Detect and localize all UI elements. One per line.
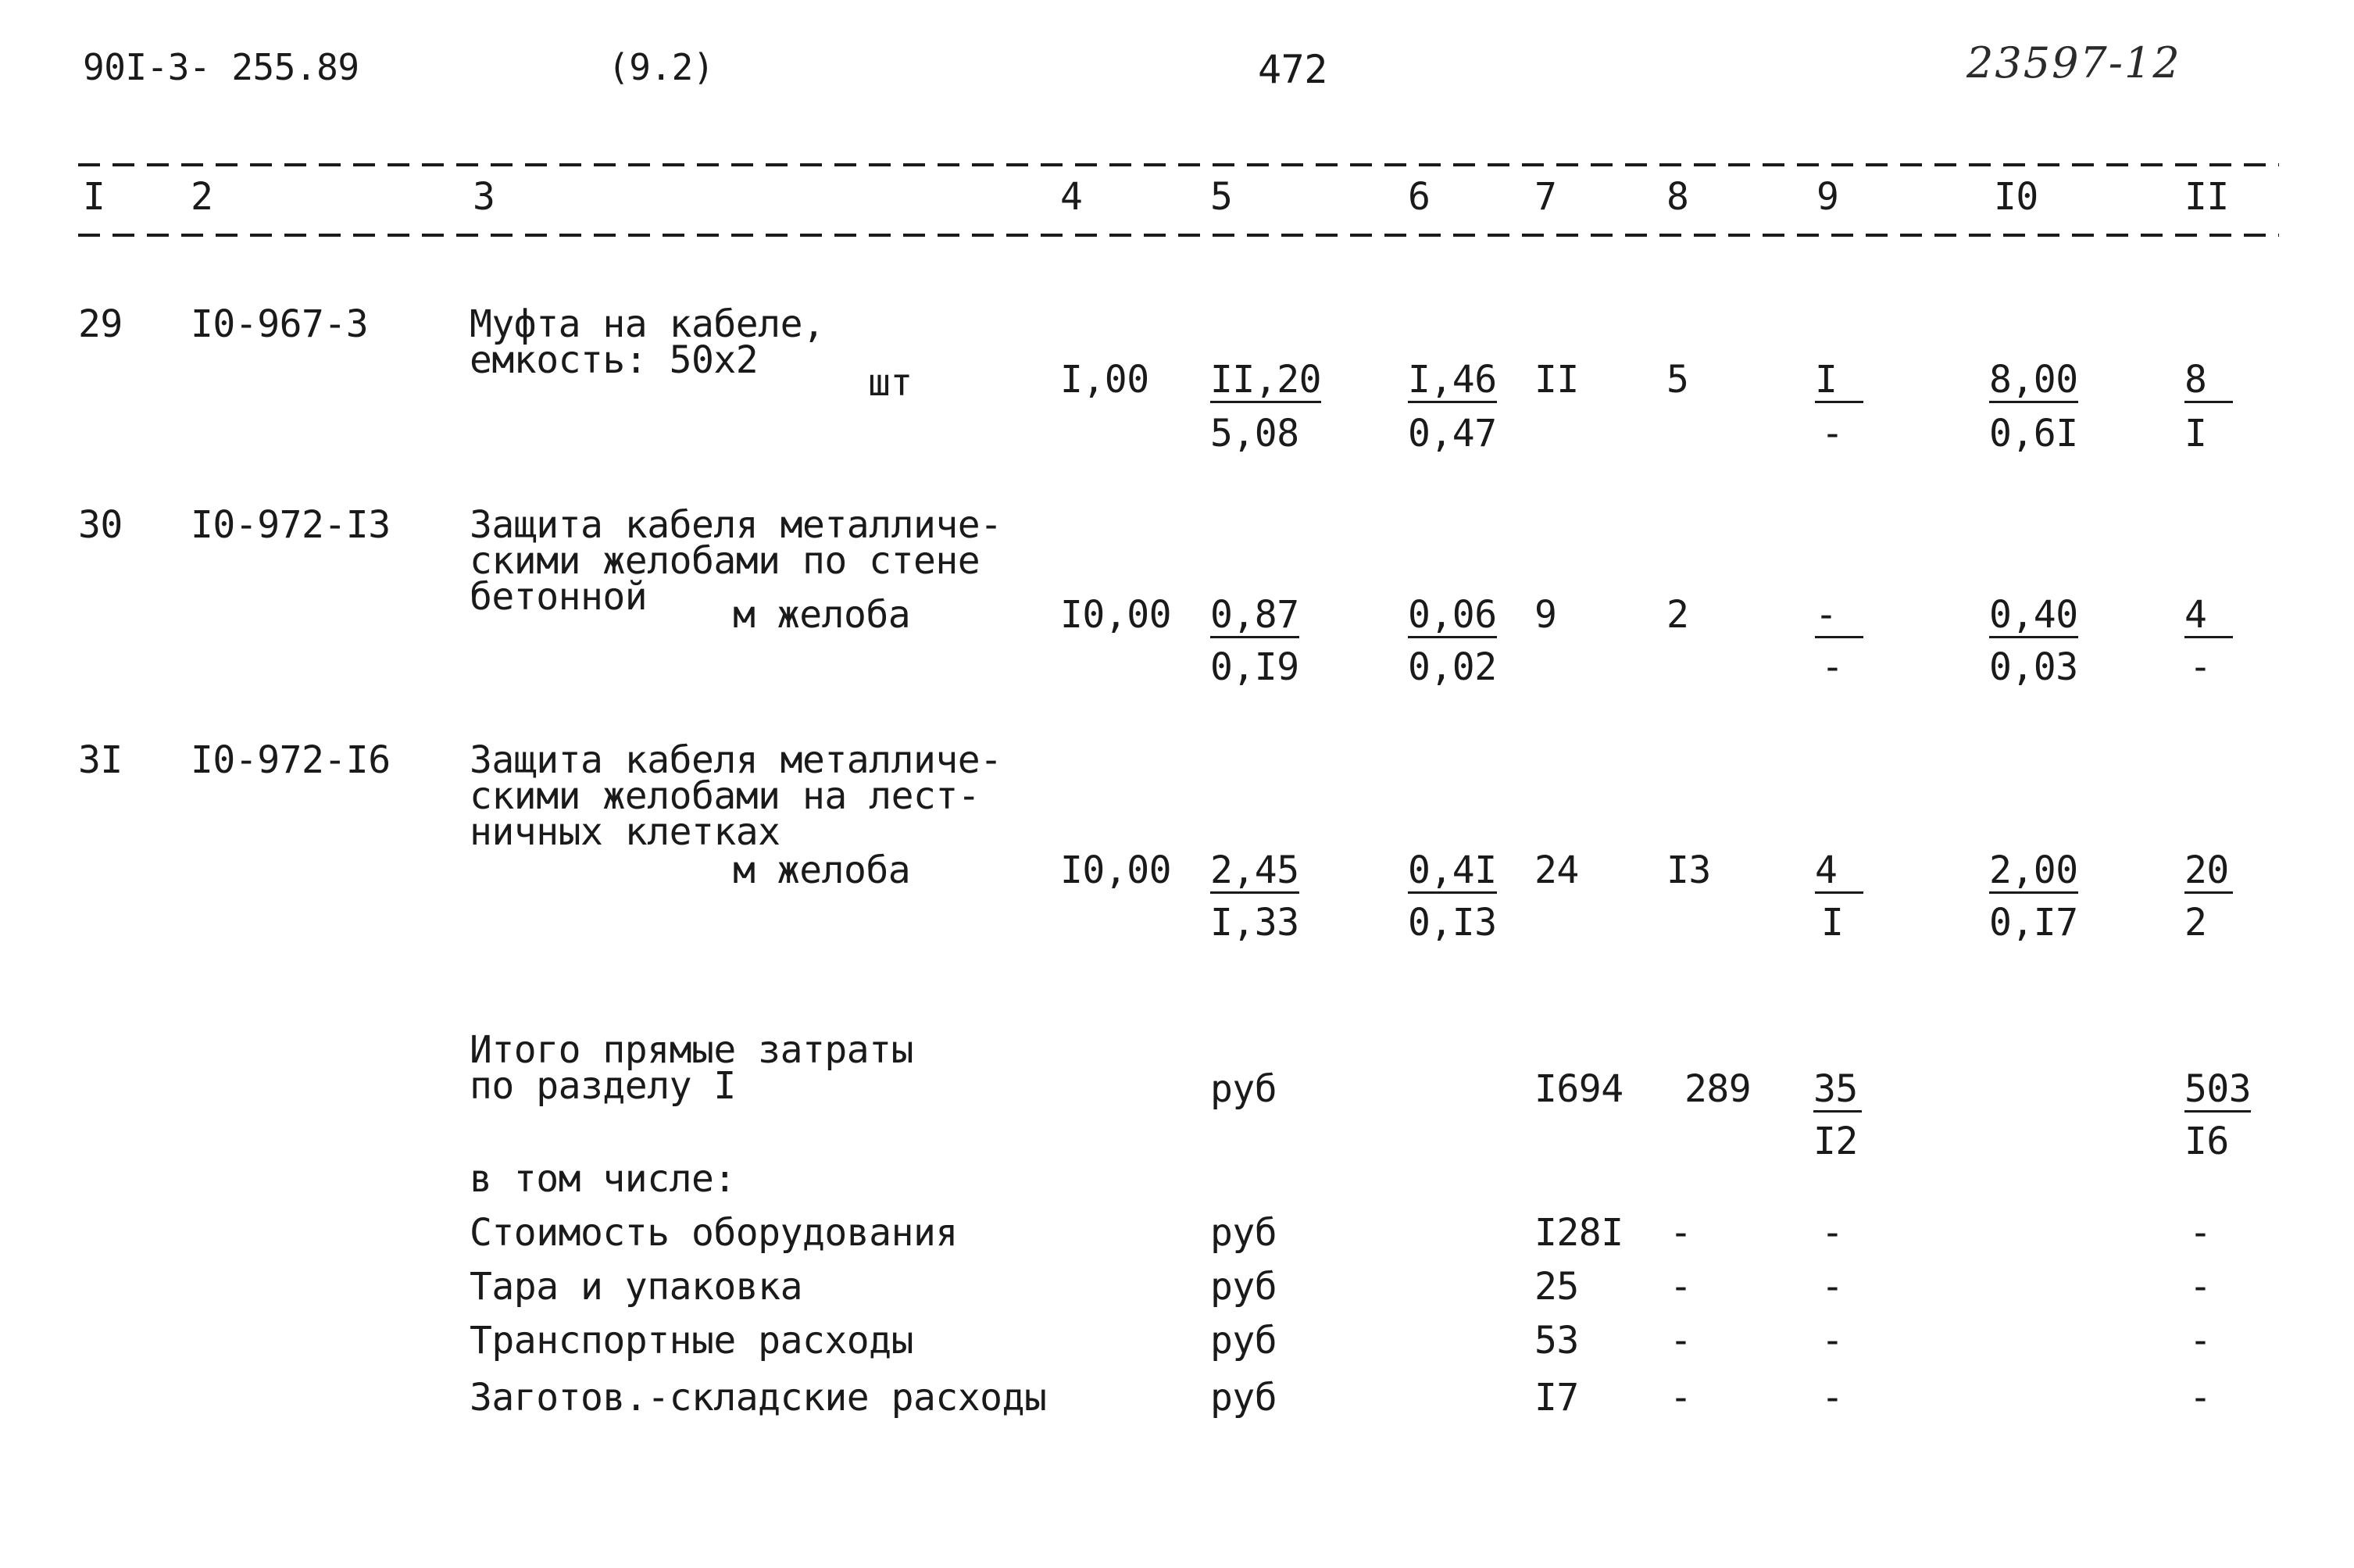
description-line: Защита кабеля металличе- [470,503,1002,547]
col5-bottom-value: 5,08 [1210,412,1299,455]
unit: руб [1210,1319,1277,1363]
col11-bottom-value: - [2189,645,2212,689]
col6-bottom-value: 0,47 [1408,412,1497,455]
col5-bottom-value: 0,I9 [1210,645,1299,689]
col11-value: - [2189,1376,2212,1420]
col8-value: - [1670,1376,1692,1420]
unit: м желоба [733,848,911,892]
column-header: 4 [1060,175,1083,219]
col11-value: - [2189,1319,2212,1363]
price-code: I0-967-3 [191,302,369,346]
column-header: 3 [473,175,495,219]
col6-top-value: 0,4I [1408,848,1497,892]
unit: шт [868,361,913,405]
column-header: II [2184,175,2229,219]
header-rule-bottom [78,234,2279,237]
col6-bottom-value: 0,02 [1408,645,1497,689]
col9-top-value: 4 [1815,852,1863,894]
description-line: скими желобами по стене [470,539,981,583]
col11-top-value: 8 [2184,362,2233,403]
description-line: емкость: 50х2 [470,338,759,382]
price-code: I0-972-I3 [191,503,391,547]
col7-value: 53 [1534,1319,1579,1363]
col10-bottom-value: 0,I7 [1989,901,2078,945]
col9-top-value: 35 [1813,1071,1862,1113]
col8-value: 289 [1684,1067,1752,1111]
col9-value: - [1821,1265,1844,1309]
column-header: 8 [1666,175,1689,219]
column-header: 6 [1408,175,1431,219]
row-number: 30 [78,503,123,547]
including-label: в том числе: [470,1157,736,1201]
col6-bottom-value: 0,I3 [1408,901,1497,945]
col9-bottom-value: - [1821,645,1844,689]
col7-value: 24 [1534,848,1579,892]
description-line: скими желобами на лест- [470,774,981,818]
col7-value: 9 [1534,593,1557,637]
column-header: 5 [1210,175,1233,219]
col11-top-value: 503 [2184,1067,2252,1111]
total-label [470,1028,913,1108]
description-line: ничных клетках [470,810,780,854]
col8-value: - [1670,1265,1692,1309]
col9-bottom-value: - [1821,412,1844,455]
document-code: 90I-3- 255.89 [83,46,359,88]
col10-bottom-value: 0,03 [1989,645,2078,689]
unit: руб [1210,1067,1277,1111]
breakdown-label: Транспортные расходы [470,1319,913,1363]
price-code: I0-972-I6 [191,738,391,782]
col10-top-value: 0,40 [1989,593,2078,637]
header-rule-top [78,163,2279,166]
col10-bottom-value: 0,6I [1989,412,2078,455]
column-header: 2 [191,175,213,219]
col8-value: - [1670,1319,1692,1363]
col7-value: II [1534,358,1579,402]
unit: м желоба [733,593,911,637]
col11-value: - [2189,1265,2212,1309]
item-description [470,738,1002,854]
item-description [470,302,825,382]
quantity: I0,00 [1060,593,1171,637]
col5-top-value: 2,45 [1210,848,1299,892]
col11-top-value: 20 [2184,852,2233,894]
breakdown-label: Заготов.-складские расходы [470,1376,1047,1420]
row-number: 29 [78,302,123,346]
col7-value: I694 [1534,1067,1624,1111]
quantity: I,00 [1060,358,1149,402]
handwritten-number: 23597-12 [1966,38,2181,88]
col8-value: - [1670,1211,1692,1255]
description-line: Защита кабеля металличе- [470,738,1002,782]
column-header: I [83,175,105,219]
col5-bottom-value: I,33 [1210,901,1299,945]
description-line: Муфта на кабеле, [470,302,825,346]
page-number: 472 [1258,47,1327,92]
col9-top-value: I [1815,362,1863,403]
unit: руб [1210,1211,1277,1255]
column-header: I0 [1994,175,2038,219]
breakdown-label: Тара и упаковка [470,1265,802,1309]
col8-value: I3 [1666,848,1711,892]
column-header: 9 [1816,175,1839,219]
col5-top-value: 0,87 [1210,593,1299,637]
total-label-line: по разделу I [470,1064,736,1108]
breakdown-label: Стоимость оборудования [470,1211,958,1255]
col9-value: - [1821,1211,1844,1255]
unit: руб [1210,1376,1277,1420]
col11-bottom-value: 2 [2184,901,2207,945]
col11-bottom-value: I6 [2184,1120,2229,1163]
col7-value: 25 [1534,1265,1579,1309]
col8-value: 5 [1666,358,1689,402]
col9-value: - [1821,1376,1844,1420]
col7-value: I28I [1534,1211,1624,1255]
col10-top-value: 2,00 [1989,848,2078,892]
total-label-line: Итого прямые затраты [470,1028,913,1072]
col10-top-value: 8,00 [1989,358,2078,402]
col9-bottom-value: I2 [1813,1120,1858,1163]
col7-value: I7 [1534,1376,1579,1420]
col8-value: 2 [1666,593,1689,637]
row-number: 3I [78,738,123,782]
quantity: I0,00 [1060,848,1171,892]
col9-bottom-value: I [1821,901,1844,945]
col11-top-value: 4 [2184,597,2233,638]
unit: руб [1210,1265,1277,1309]
col11-value: - [2189,1211,2212,1255]
description-line: бетонной [470,575,648,619]
column-header: 7 [1534,175,1557,219]
section-number: (9.2) [608,46,714,88]
col6-top-value: I,46 [1408,358,1497,402]
col9-top-value: - [1815,597,1863,638]
col6-top-value: 0,06 [1408,593,1497,637]
col9-value: - [1821,1319,1844,1363]
col5-top-value: II,20 [1210,358,1321,402]
col11-bottom-value: I [2184,412,2207,455]
